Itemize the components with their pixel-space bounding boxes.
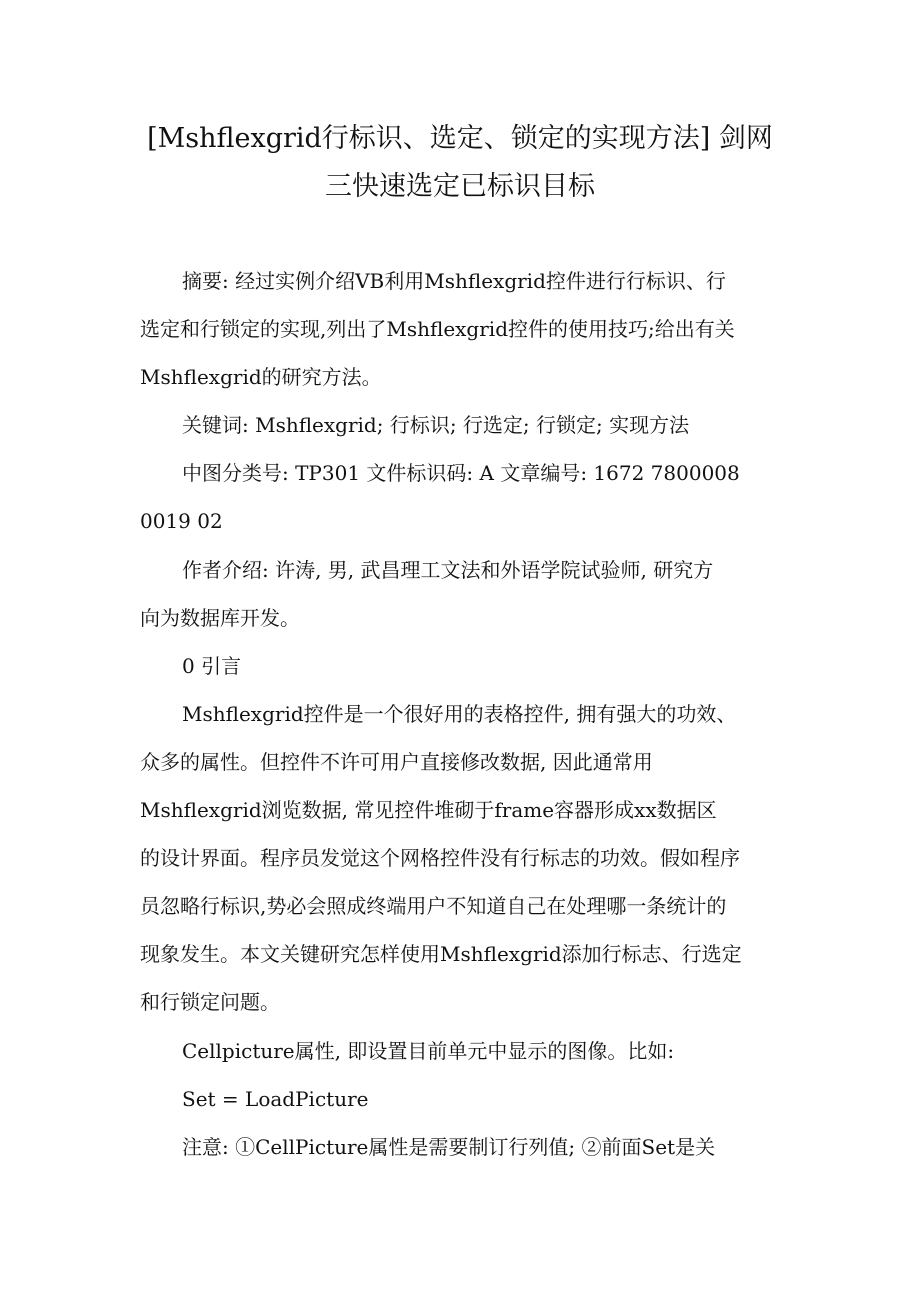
intro-line-2: 众多的属性。但控件不许可用户直接修改数据, 因此通常用 xyxy=(140,750,653,774)
intro-line-5: 员忽略行标识,势必会照成终端用户不知道自己在处理哪一条统计的 xyxy=(140,894,727,918)
code-line: Set = LoadPicture xyxy=(182,1087,369,1111)
intro-line-6: 现象发生。本文关键研究怎样使用Mshflexgrid添加行标志、行选定 xyxy=(140,942,742,966)
title-line-2: 三快速选定已标识目标 xyxy=(325,171,595,202)
classification-line-1: 中图分类号: TP301 文件标识码: A 文章编号: 1672 7800008 xyxy=(182,461,740,485)
document-title xyxy=(100,115,820,211)
intro-line-4: 的设计界面。程序员发觉这个网格控件没有行标志的功效。假如程序 xyxy=(140,846,740,870)
abstract-line-1: 摘要: 经过实例介绍VB利用Mshflexgrid控件进行行标识、行 xyxy=(182,269,726,293)
cellpicture-paragraph: Cellpicture属性, 即设置目前单元中显示的图像。比如: xyxy=(182,1039,675,1063)
keywords: 关键词: Mshflexgrid; 行标识; 行选定; 行锁定; 实现方法 xyxy=(182,413,690,437)
intro-line-1: Mshflexgrid控件是一个很好用的表格控件, 拥有强大的功效、 xyxy=(182,702,737,726)
classification-line-2: 0019 02 xyxy=(140,509,223,533)
title-line-1: [Mshflexgrid行标识、选定、锁定的实现方法] 剑网 xyxy=(147,123,773,154)
section-heading: 0 引言 xyxy=(182,654,242,678)
abstract-line-3: Mshflexgrid的研究方法。 xyxy=(140,365,382,389)
abstract-line-2: 选定和行锁定的实现,列出了Mshflexgrid控件的使用技巧;给出有关 xyxy=(140,317,735,341)
intro-line-3: Mshflexgrid浏览数据, 常见控件堆砌于frame容器形成xx数据区 xyxy=(140,798,717,822)
author-line-1: 作者介绍: 许涛, 男, 武昌理工文法和外语学院试验师, 研究方 xyxy=(182,558,714,582)
intro-line-7: 和行锁定问题。 xyxy=(140,990,280,1014)
note-line: 注意: ①CellPicture属性是需要制订行列值; ②前面Set是关 xyxy=(182,1135,716,1159)
author-line-2: 向为数据库开发。 xyxy=(140,606,300,630)
